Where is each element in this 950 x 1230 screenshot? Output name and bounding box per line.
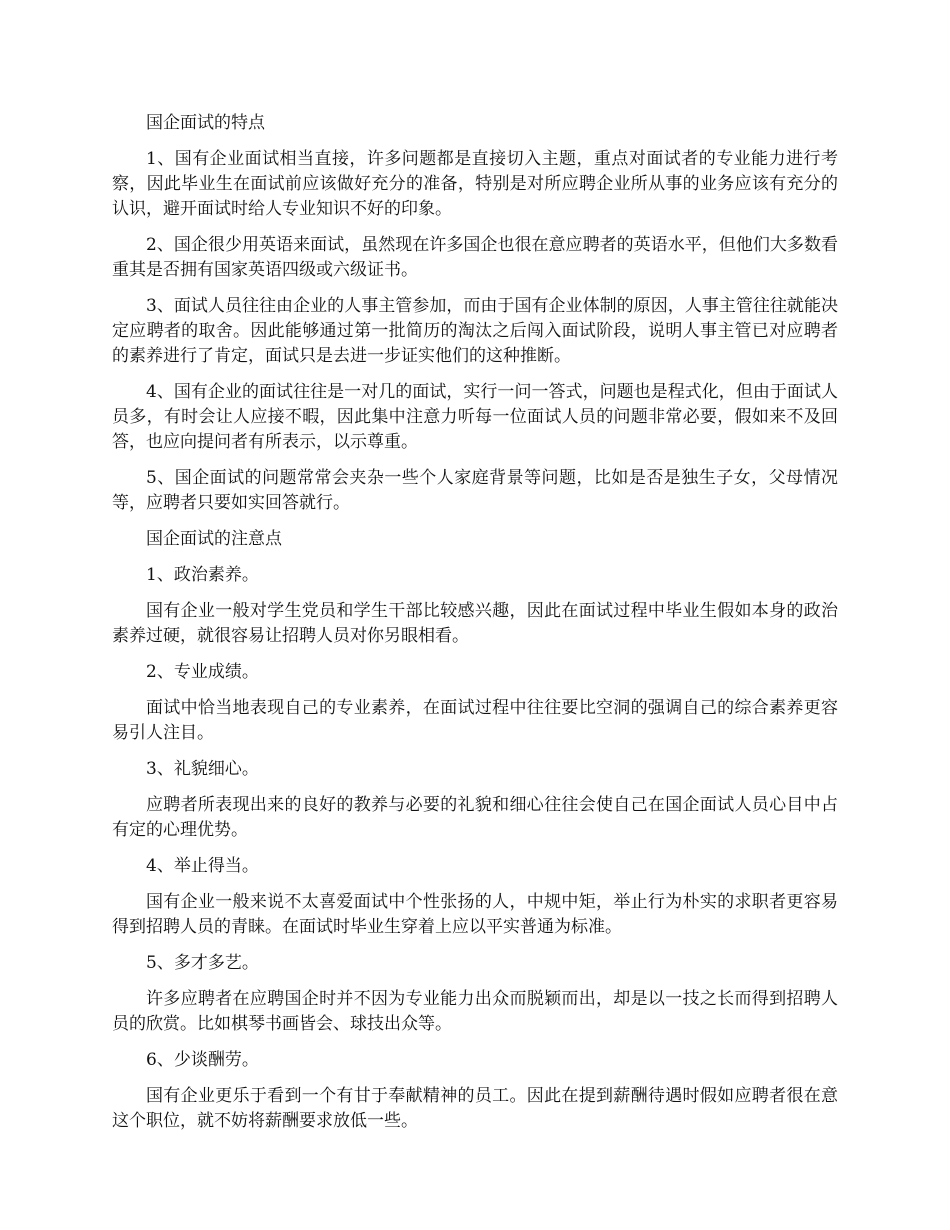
paragraph: 5、国企面试的问题常常会夹杂一些个人家庭背景等问题，比如是否是独生子女，父母情况等，应聘者只要如实回答就行。 (112, 468, 838, 513)
section-heading-notes: 国企面试的注意点 (146, 529, 282, 549)
list-item-heading: 1、政治素养。 (146, 565, 259, 585)
list-item-heading: 5、多才多艺。 (146, 953, 259, 973)
paragraph: 面试中恰当地表现自己的专业素养，在面试过程中往往要比空洞的强调自己的综合素养更容易引人注目。 (112, 698, 838, 743)
paragraph: 应聘者所表现出来的良好的教养与必要的礼貌和细心往往会使自己在国企面试人员心目中占有定的心理优势。 (112, 795, 838, 840)
paragraph: 许多应聘者在应聘国企时并不因为专业能力出众而脱颖而出，却是以一技之长而得到招聘人员的欣赏。比如棋琴书画皆会、球技出众等。 (112, 989, 838, 1034)
section-heading-characteristics: 国企面试的特点 (146, 113, 265, 133)
list-item-heading: 4、举止得当。 (146, 856, 259, 876)
list-item-heading: 2、专业成绩。 (146, 662, 259, 682)
paragraph: 4、国有企业的面试往往是一对几的面试，实行一问一答式，问题也是程式化，但由于面试人员多，有时会让人应接不暇，因此集中注意力听每一位面试人员的问题非常必要，假如来不及回答，也应向提问者有所表示，以示尊重。 (112, 382, 838, 452)
paragraph: 国有企业一般对学生党员和学生干部比较感兴趣，因此在面试过程中毕业生假如本身的政治素养过硬，就很容易让招聘人员对你另眼相看。 (112, 601, 838, 646)
paragraph: 国有企业一般来说不太喜爱面试中个性张扬的人，中规中矩，举止行为朴实的求职者更容易得到招聘人员的青睐。在面试时毕业生穿着上应以平实普通为标准。 (112, 892, 838, 937)
paragraph: 1、国有企业面试相当直接，许多问题都是直接切入主题，重点对面试者的专业能力进行考察，因此毕业生在面试前应该做好充分的准备，特别是对所应聘企业所从事的业务应该有充分的认识，避开面试时给人专业知识不好的印象。 (112, 149, 838, 219)
document-body (112, 111, 838, 1145)
list-item-heading: 3、礼貌细心。 (146, 759, 259, 779)
paragraph: 国有企业更乐于看到一个有甘于奉献精神的员工。因此在提到薪酬待遇时假如应聘者很在意这个职位，就不妨将薪酬要求放低一些。 (112, 1086, 838, 1131)
paragraph: 3、面试人员往往由企业的人事主管参加，而由于国有企业体制的原因，人事主管往往就能决定应聘者的取舍。因此能够通过第一批简历的淘汰之后闯入面试阶段，说明人事主管已对应聘者的素养进行了肯定，面试只是去进一步证实他们的这种推断。 (112, 296, 838, 366)
paragraph: 2、国企很少用英语来面试，虽然现在许多国企也很在意应聘者的英语水平，但他们大多数看重其是否拥有国家英语四级或六级证书。 (112, 235, 838, 280)
list-item-heading: 6、少谈酬劳。 (146, 1050, 259, 1070)
